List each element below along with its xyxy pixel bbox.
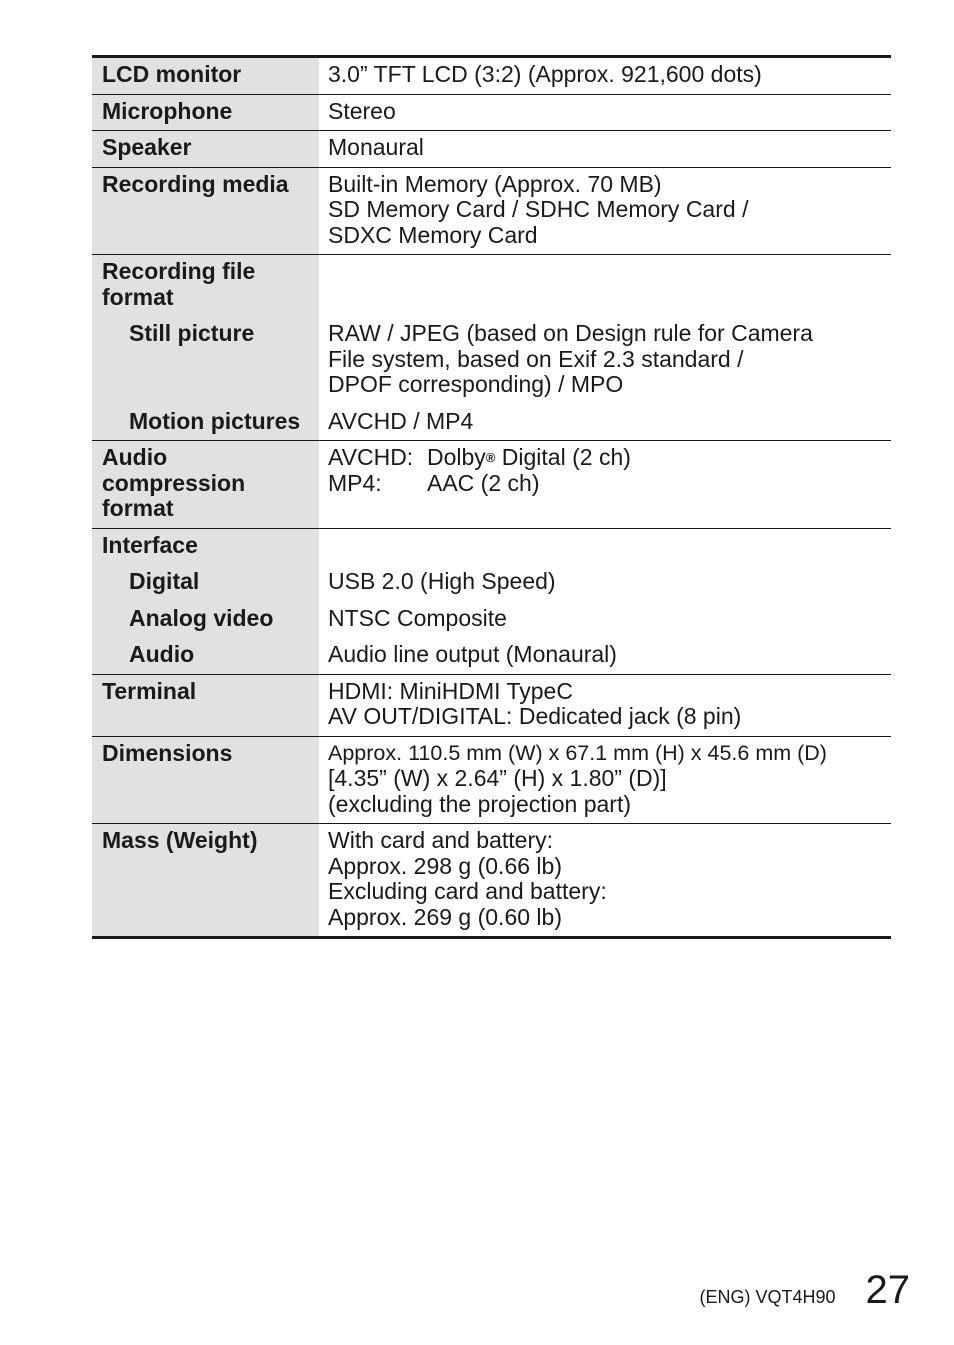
spec-sublabel-motion-pictures: Motion pictures — [129, 407, 301, 434]
spec-value-avchd — [328, 445, 883, 471]
spec-value-line: AV OUT/DIGITAL: Dedicated jack (8 pin) — [328, 703, 742, 729]
spec-value-line: With card and battery: — [328, 827, 553, 853]
avchd-value: Dolby — [427, 444, 486, 470]
spec-value: USB 2.0 (High Speed) — [328, 568, 556, 594]
spec-value-line: File system, based on Exif 2.3 standard / — [328, 345, 744, 372]
spec-value-line: HDMI: MiniHDMI TypeC — [328, 677, 573, 704]
spec-value: Audio line output (Monaural) — [328, 641, 617, 667]
spec-sublabel-analog-video: Analog video — [129, 604, 274, 631]
spec-value-line: RAW / JPEG (based on Design rule for Camera — [328, 320, 813, 346]
spec-value-line: Approx. 110.5 mm (W) x 67.1 mm (H) x 45.6 mm (D) — [328, 740, 827, 765]
spec-row-speaker — [92, 131, 891, 168]
mp4-value: AAC (2 ch) — [427, 469, 540, 496]
spec-label-line: Recording file — [102, 258, 256, 284]
spec-value-line: Approx. 298 g (0.66 lb) — [328, 852, 562, 879]
spec-sublabel-digital: Digital — [129, 568, 200, 594]
spec-row-audio-compression-format — [92, 441, 891, 529]
spec-row-mass — [92, 824, 891, 936]
page-number: 27 — [865, 1268, 910, 1312]
spec-value-line: Approx. 269 g (0.60 lb) — [328, 903, 562, 930]
spec-label-line: format — [102, 283, 174, 310]
spec-row-interface — [92, 529, 891, 675]
spec-label: LCD monitor — [102, 61, 242, 87]
spec-value-mp4 — [328, 471, 883, 497]
spec-label: Interface — [102, 531, 198, 558]
spec-row-lcd-monitor — [92, 58, 891, 95]
spec-label: Mass (Weight) — [102, 827, 258, 853]
spec-row-terminal — [92, 675, 891, 737]
spec-value-line: SDXC Memory Card — [328, 221, 538, 248]
spec-label: Microphone — [102, 97, 233, 124]
document-code: (ENG) VQT4H90 — [699, 1287, 836, 1307]
spec-value: NTSC Composite — [328, 604, 507, 631]
spec-value-line: (excluding the projection part) — [328, 790, 631, 817]
spec-label: Dimensions — [102, 739, 233, 766]
spec-value: Stereo — [328, 97, 396, 124]
spec-row-recording-media — [92, 168, 891, 256]
spec-row-recording-file-format — [92, 255, 891, 441]
spec-value-line: Excluding card and battery: — [328, 878, 607, 904]
spec-label-line: compression — [102, 469, 246, 496]
spec-label: Terminal — [102, 677, 197, 704]
specifications-table — [92, 55, 891, 939]
spec-row-dimensions — [92, 737, 891, 825]
avchd-key: AVCHD: — [328, 444, 414, 470]
spec-value: AVCHD / MP4 — [328, 407, 474, 434]
spec-sublabel-audio: Audio — [129, 641, 195, 667]
spec-label: Speaker — [102, 134, 192, 160]
spec-value-line: SD Memory Card / SDHC Memory Card / — [328, 196, 749, 222]
spec-value-line: Built-in Memory (Approx. 70 MB) — [328, 170, 662, 197]
spec-value: Monaural — [328, 134, 424, 160]
registered-mark: ® — [485, 450, 496, 465]
mp4-key: MP4: — [328, 469, 382, 496]
spec-label-line: format — [102, 495, 174, 521]
spec-value-line: [4.35” (W) x 2.64” (H) x 1.80” (D)] — [328, 765, 667, 791]
spec-label-line: Audio — [102, 444, 168, 470]
spec-row-microphone — [92, 95, 891, 132]
page-footer — [699, 1268, 910, 1313]
spec-value: 3.0” TFT LCD (3:2) (Approx. 921,600 dots) — [328, 61, 762, 87]
spec-value-line: DPOF corresponding) / MPO — [328, 371, 624, 397]
avchd-value-rest: Digital (2 ch) — [495, 444, 631, 470]
spec-sublabel-still-picture: Still picture — [129, 320, 255, 346]
spec-label: Recording media — [102, 170, 289, 197]
